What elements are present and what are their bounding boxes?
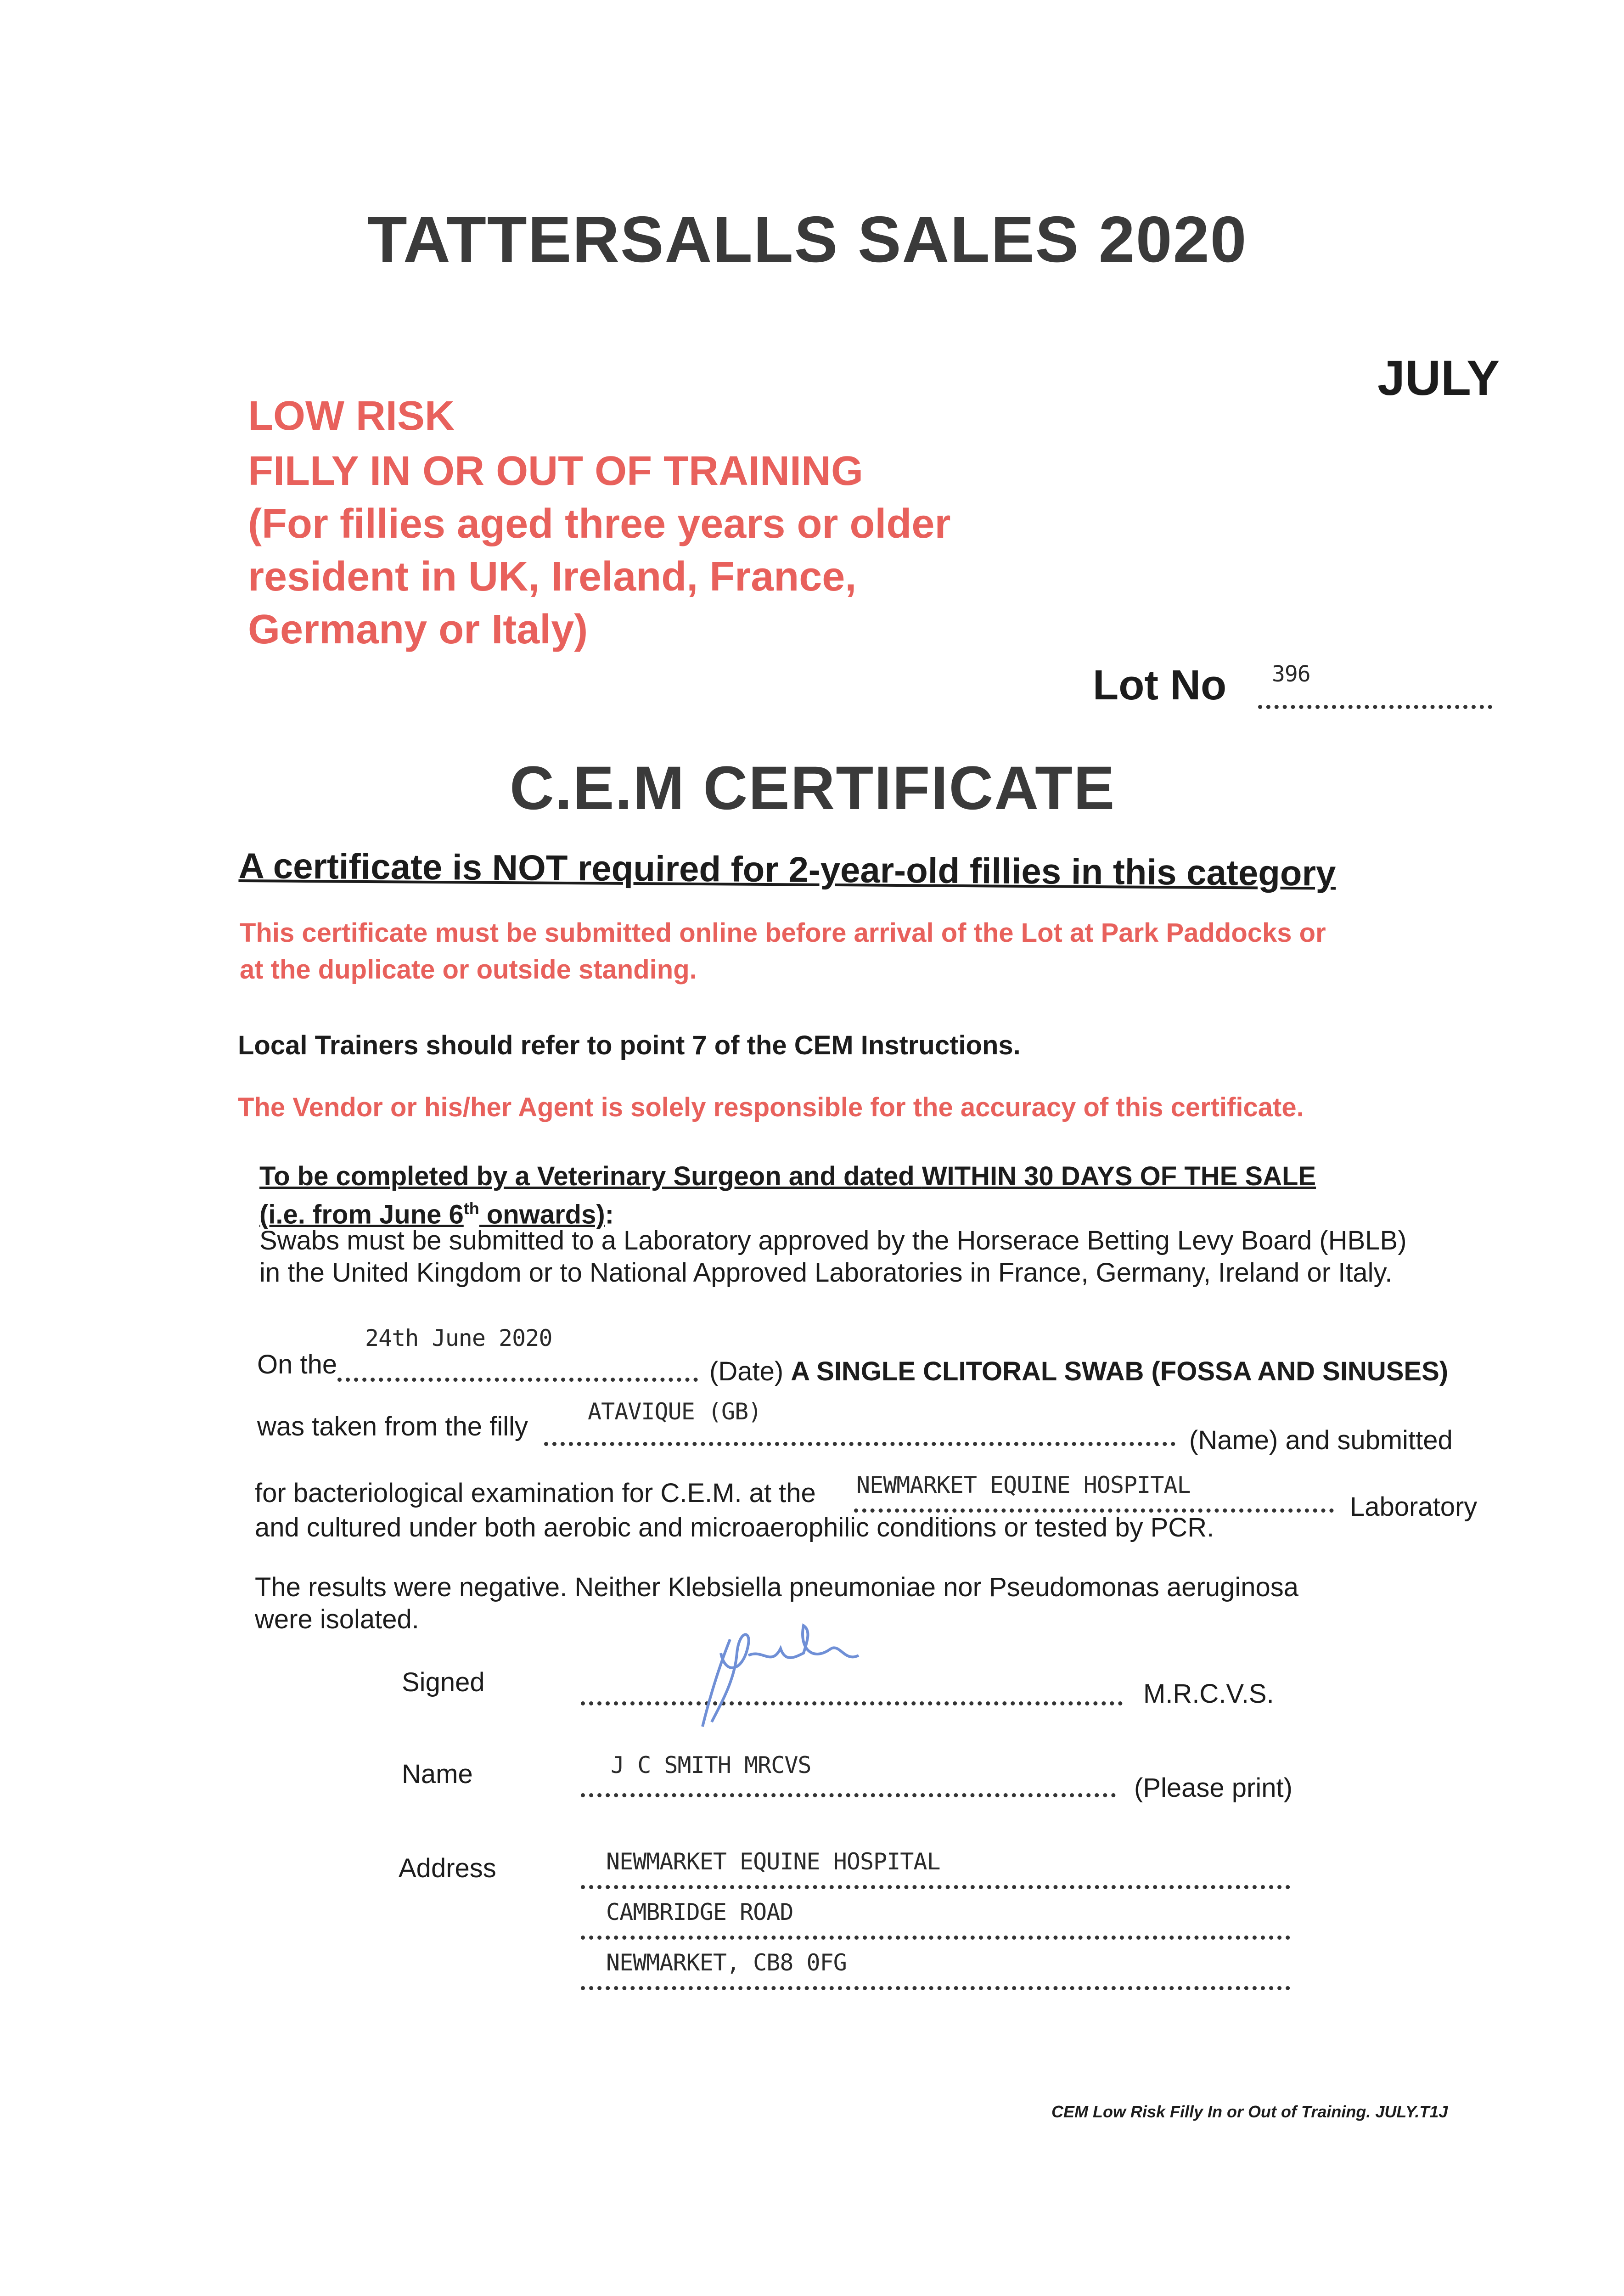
lot-number-label: Lot No [1093, 662, 1227, 709]
not-required-notice: A certificate is NOT required for 2-year-old fillies in this category [238, 845, 1336, 894]
date-window-sup: th [463, 1199, 479, 1218]
laboratory-label: Laboratory [1350, 1492, 1478, 1522]
vendor-notice: The Vendor or his/her Agent is solely responsible for the accuracy of this certificate. [238, 1092, 1304, 1122]
on-the-label: On the [257, 1350, 337, 1379]
date-suffix: (Date) [709, 1356, 784, 1386]
category-line: resident in UK, Ireland, France, [248, 554, 857, 600]
address-label: Address [399, 1853, 496, 1883]
cultured-text: and cultured under both aerobic and microaerophilic conditions or tested by PCR. [255, 1513, 1214, 1542]
please-print-label: (Please print) [1134, 1773, 1292, 1803]
date-window-end: onwards) [479, 1199, 605, 1230]
name-dotted-line [581, 1793, 1116, 1797]
category-line: LOW RISK [248, 393, 455, 439]
results-line1: The results were negative. Neither Klebsiella pneumoniae nor Pseudomonas aeruginosa [255, 1572, 1299, 1602]
address-line-value: NEWMARKET EQUINE HOSPITAL [606, 1848, 940, 1875]
submission-notice-line2: at the duplicate or outside standing. [240, 955, 697, 985]
sales-title: TATTERSALLS SALES 2020 [367, 203, 1248, 276]
taken-from-label: was taken from the filly [257, 1412, 528, 1441]
swab-type: A SINGLE CLITORAL SWAB (FOSSA AND SINUSES) [791, 1356, 1449, 1386]
name-value: J C SMITH MRCVS [611, 1752, 811, 1778]
instructions-heading-part1: To be completed by a Veterinary Surgeon and dated [259, 1161, 922, 1191]
filly-name-value: ATAVIQUE (GB) [588, 1398, 762, 1425]
name-submitted-label: (Name) and submitted [1189, 1425, 1453, 1455]
submission-notice-line1: This certificate must be submitted online before arrival of the Lot at Park Paddocks or [240, 918, 1326, 948]
address-line-value: CAMBRIDGE ROAD [606, 1899, 793, 1925]
form-code-footer: CEM Low Risk Filly In or Out of Training. JULY.T1J [1051, 2102, 1448, 2121]
swabs-instruction-line1: Swabs must be submitted to a Laboratory approved by the Horserace Betting Levy Board (HBLB) [259, 1226, 1407, 1255]
filly-name-dotted-line [544, 1442, 1175, 1446]
handwritten-signature [693, 1612, 886, 1731]
sale-month: JULY [1377, 350, 1500, 405]
category-line: Germany or Italy) [248, 607, 588, 653]
mrcvs-suffix: M.R.C.V.S. [1143, 1679, 1274, 1709]
laboratory-name-value: NEWMARKET EQUINE HOSPITAL [856, 1472, 1191, 1498]
swabs-instruction-line2: in the United Kingdom or to National Approved Laboratories in France, Germany, Ireland or Italy. [259, 1258, 1393, 1288]
address-dotted-line [581, 1885, 1290, 1889]
date-value: 24th June 2020 [365, 1325, 552, 1351]
local-trainers-notice: Local Trainers should refer to point 7 of the CEM Instructions. [238, 1030, 1021, 1060]
bacteriological-label: for bacteriological examination for C.E.M. at the [255, 1478, 816, 1508]
date-dotted-line [337, 1378, 698, 1382]
results-line2: were isolated. [255, 1604, 419, 1634]
lot-number-dotted-line [1258, 705, 1492, 709]
address-line-value: NEWMARKET, CB8 0FG [606, 1949, 847, 1976]
certificate-title: C.E.M CERTIFICATE [510, 754, 1116, 822]
address-dotted-line [581, 1986, 1290, 1990]
instructions-heading-part2: WITHIN 30 DAYS OF THE SALE [922, 1161, 1316, 1191]
date-window-text: (i.e. from June 6 [259, 1199, 464, 1230]
instructions-heading-line1 [259, 1159, 1316, 1193]
date-window-colon: : [605, 1199, 614, 1230]
category-line: FILLY IN OR OUT OF TRAINING [248, 448, 864, 494]
address-dotted-line [581, 1936, 1290, 1940]
name-label: Name [402, 1759, 473, 1789]
lot-number-value: 396 [1272, 661, 1310, 687]
swab-description-line [709, 1355, 1448, 1389]
signed-label: Signed [402, 1667, 485, 1697]
category-line: (For fillies aged three years or older [248, 501, 951, 547]
